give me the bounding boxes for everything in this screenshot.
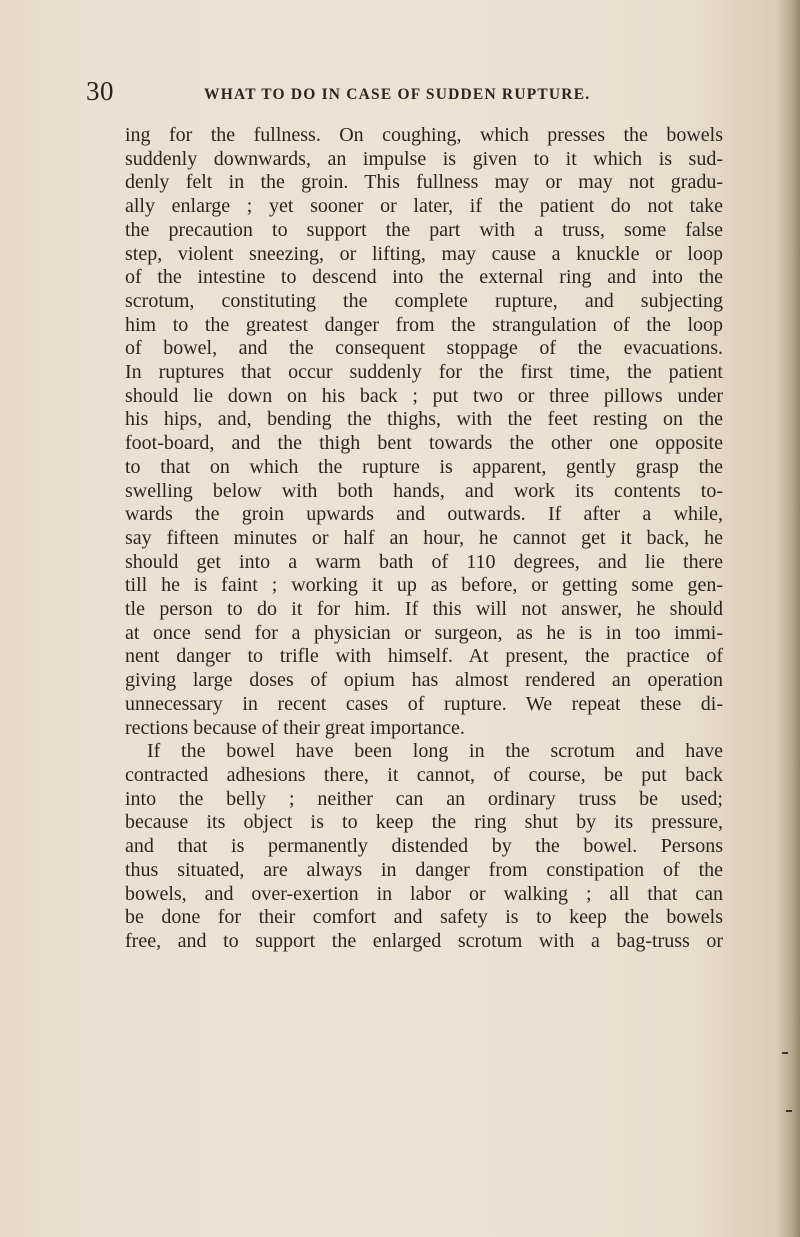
- text-line: denly felt in the groin. This fullness may or may not gradu-: [125, 171, 723, 194]
- text-line: till he is faint ; working it up as before, or getting some gen-: [125, 574, 723, 597]
- text-line: be done for their comfort and safety is to keep the bowels: [125, 906, 723, 929]
- text-line: contracted adhesions there, it cannot, of course, be put back: [125, 763, 723, 786]
- body-text: [125, 124, 723, 954]
- running-head: WHAT TO DO IN CASE OF SUDDEN RUPTURE.: [204, 86, 591, 103]
- page-number: 30: [86, 76, 114, 106]
- text-line: of the intestine to descend into the external ring and into the: [125, 266, 723, 289]
- text-line: to that on which the rupture is apparent, gently grasp the: [125, 455, 723, 478]
- text-line: swelling below with both hands, and work its contents to-: [125, 479, 723, 502]
- text-line: wards the groin upwards and outwards. If after a while,: [125, 503, 723, 526]
- text-line: rections because of their great importance.: [125, 716, 465, 739]
- text-line: at once send for a physician or surgeon, as he is in too immi-: [125, 621, 723, 644]
- text-line: his hips, and, bending the thighs, with the feet resting on the: [125, 408, 723, 431]
- text-line: should lie down on his back ; put two or three pillows under: [125, 384, 723, 407]
- text-line: because its object is to keep the ring shut by its pressure,: [125, 811, 723, 834]
- text-line: say fifteen minutes or half an hour, he cannot get it back, he: [125, 526, 723, 549]
- text-line: scrotum, constituting the complete rupture, and subjecting: [125, 289, 723, 312]
- text-line: ally enlarge ; yet sooner or later, if the patient do not take: [125, 195, 723, 218]
- text-line: thus situated, are always in danger from constipation of the: [125, 858, 723, 881]
- text-line: tle person to do it for him. If this will not answer, he should: [125, 598, 723, 621]
- text-line: step, violent sneezing, or lifting, may cause a knuckle or loop: [125, 242, 723, 265]
- text-line: giving large doses of opium has almost rendered an operation: [125, 669, 723, 692]
- text-line: bowels, and over-exertion in labor or walking ; all that can: [125, 882, 723, 905]
- text-line: foot-board, and the thigh bent towards the other one opposite: [125, 432, 723, 455]
- page-header: [86, 76, 726, 112]
- text-line: In ruptures that occur suddenly for the first time, the patient: [125, 361, 723, 384]
- text-line: him to the greatest danger from the strangulation of the loop: [125, 313, 723, 336]
- margin-mark: [786, 1110, 792, 1112]
- text-line: the precaution to support the part with a truss, some false: [125, 218, 723, 241]
- text-line: free, and to support the enlarged scrotum with a bag-truss or: [125, 929, 723, 952]
- text-line: unnecessary in recent cases of rupture. We repeat these di-: [125, 692, 723, 715]
- text-line: should get into a warm bath of 110 degrees, and lie there: [125, 550, 723, 573]
- text-line: ing for the fullness. On coughing, which presses the bowels: [125, 124, 723, 146]
- margin-mark: [782, 1052, 788, 1054]
- text-line: and that is permanently distended by the bowel. Persons: [125, 835, 723, 858]
- text-line: into the belly ; neither can an ordinary truss be used;: [125, 787, 723, 810]
- text-line: suddenly downwards, an impulse is given to it which is sud-: [125, 147, 723, 170]
- text-line: If the bowel have been long in the scrotum and have: [147, 740, 723, 763]
- text-line: of bowel, and the consequent stoppage of the evacuations.: [125, 337, 723, 360]
- text-line: nent danger to trifle with himself. At present, the practice of: [125, 645, 723, 668]
